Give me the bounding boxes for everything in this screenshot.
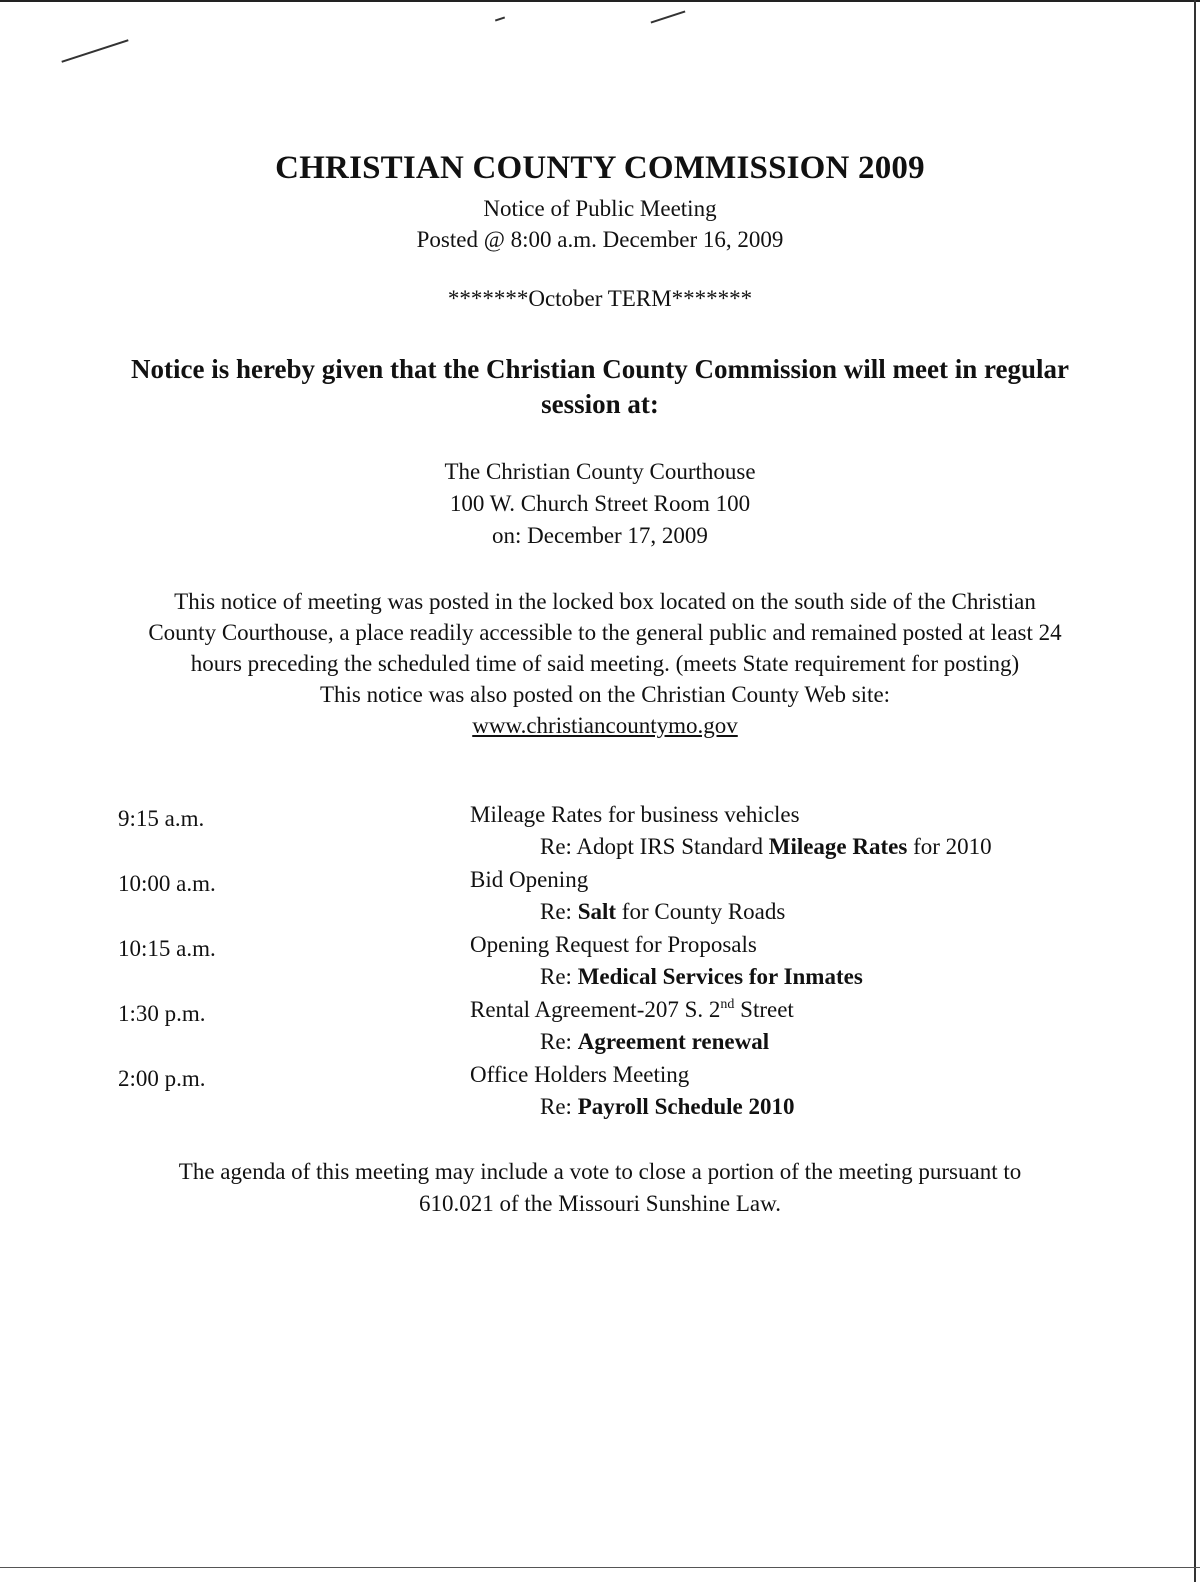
sunshine-law-note [30, 1156, 1170, 1220]
posted-timestamp: Posted @ 8:00 a.m. December 16, 2009 [416, 227, 784, 252]
posting-line: County Courthouse, a place readily accessible to the general public and remained posted at least 24 [148, 620, 1062, 645]
ordinal-suffix: nd [720, 997, 735, 1012]
scan-bottom-edge [0, 1567, 1200, 1568]
agenda-regarding [540, 899, 785, 925]
document-title: CHRISTIAN COUNTY COMMISSION 2009 [275, 150, 925, 186]
agenda-time: 9:15 a.m. [118, 806, 205, 831]
footer-line: 610.021 of the Missouri Sunshine Law. [418, 1191, 781, 1216]
posting-line: This notice was also posted on the Christian County Web site: [319, 682, 891, 707]
agenda-time: 10:00 a.m. [118, 871, 216, 896]
posting-line: hours preceding the scheduled time of said meeting. (meets State requirement for posting) [190, 651, 1020, 676]
meeting-date: on: December 17, 2009 [492, 523, 708, 548]
regarding-suffix: for 2010 [907, 834, 992, 859]
regarding-topic: Medical Services for Inmates [577, 964, 863, 989]
footer-line: The agenda of this meeting may include a vote to close a portion of the meeting pursuant to [178, 1159, 1022, 1184]
regarding-prefix: Re: [540, 1094, 578, 1119]
posting-statement [30, 586, 1180, 741]
website-link[interactable]: www.christiancountymo.gov [472, 713, 738, 738]
agenda-item [0, 802, 1200, 867]
agenda-title-text: Street [734, 997, 794, 1022]
regarding-topic: Payroll Schedule 2010 [577, 1094, 795, 1119]
agenda-title: Mileage Rates for business vehicles [470, 802, 800, 827]
agenda-time: 2:00 p.m. [118, 1066, 206, 1091]
regarding-prefix: Re: [540, 964, 578, 989]
agenda-item [0, 1062, 1200, 1127]
scan-top-edge [0, 0, 1200, 2]
term-label: *******October TERM******* [447, 286, 753, 311]
agenda-list [0, 802, 1200, 1127]
location-building: The Christian County Courthouse [444, 459, 756, 484]
location-address: 100 W. Church Street Room 100 [449, 491, 751, 516]
agenda-title-text: Rental Agreement-207 S. 2 [470, 997, 721, 1022]
scan-mark [61, 39, 128, 63]
agenda-regarding [540, 1029, 769, 1055]
regarding-suffix: for County Roads [616, 899, 786, 924]
meeting-location [0, 456, 1200, 552]
agenda-item [0, 867, 1200, 932]
regarding-prefix: Re: [540, 899, 578, 924]
agenda-title: Bid Opening [470, 867, 589, 892]
regarding-prefix: Re: [540, 1029, 578, 1054]
agenda-title: Opening Request for Proposals [470, 932, 757, 957]
agenda-regarding [540, 1094, 795, 1120]
agenda-title [470, 997, 794, 1023]
regarding-prefix: Re: Adopt IRS Standard [540, 834, 769, 859]
agenda-title: Office Holders Meeting [470, 1062, 690, 1087]
posting-line: This notice of meeting was posted in the locked box located on the south side of the Christian [174, 589, 1036, 614]
agenda-regarding [540, 964, 863, 990]
headline-line: Notice is hereby given that the Christian County Commission will meet in regular [131, 354, 1069, 384]
agenda-regarding [540, 834, 992, 860]
agenda-time: 10:15 a.m. [118, 936, 216, 961]
notice-headline [0, 352, 1200, 422]
headline-line: session at: [541, 389, 659, 419]
document-subtitle [0, 193, 1200, 255]
regarding-topic: Agreement renewal [577, 1029, 770, 1054]
regarding-topic: Salt [577, 899, 617, 924]
scan-mark [651, 10, 686, 23]
regarding-topic: Mileage Rates [768, 834, 908, 859]
agenda-item [0, 932, 1200, 997]
scan-mark [495, 17, 505, 22]
agenda-item [0, 997, 1200, 1062]
agenda-time: 1:30 p.m. [118, 1001, 206, 1026]
notice-type: Notice of Public Meeting [483, 196, 717, 221]
